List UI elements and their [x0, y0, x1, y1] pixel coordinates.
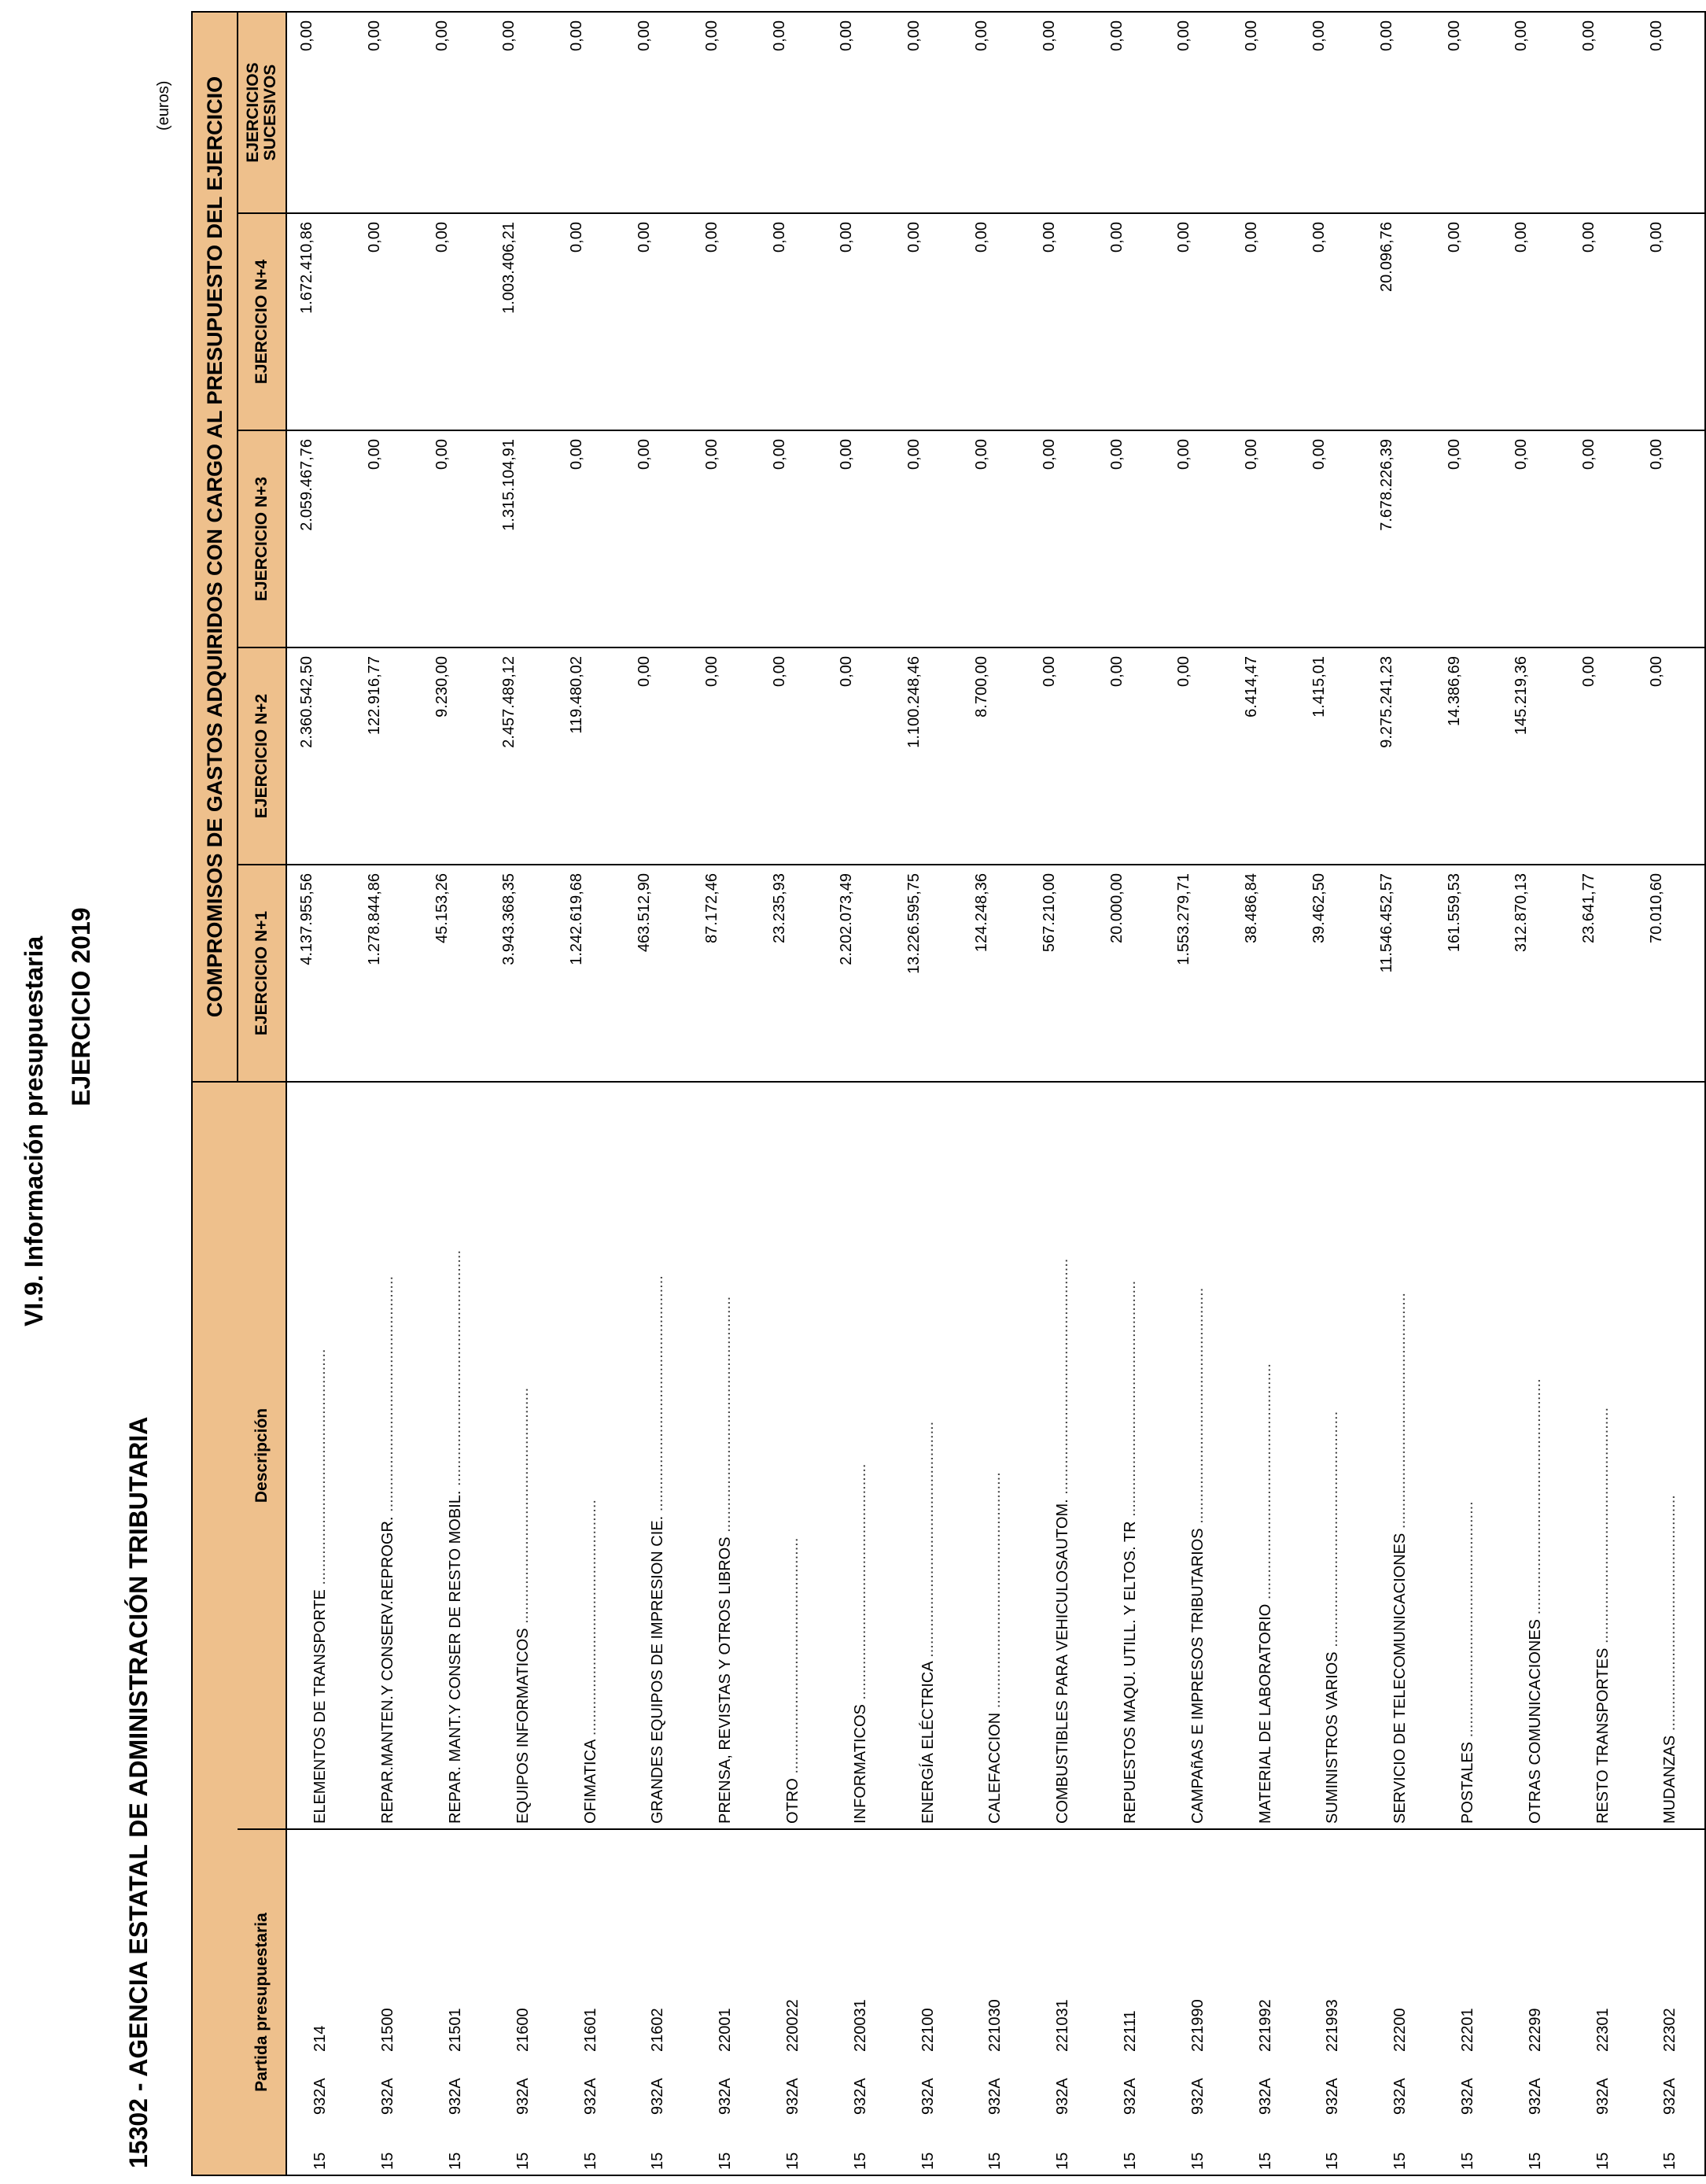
program-code: 932A: [1526, 2078, 1544, 2115]
description-text: CAMPAñAS E IMPRESOS TRIBUTARIOS .....: [1189, 1288, 1207, 1824]
organic-code: 15: [311, 2152, 330, 2170]
description-cell: [1299, 1082, 1367, 1829]
n4-cell: 0,00: [1164, 213, 1232, 430]
n4-cell: 0,00: [827, 213, 894, 430]
description-text: MUDANZAS .....: [1661, 1495, 1678, 1824]
table-row: [557, 12, 625, 2175]
economic-code: 22001: [717, 2008, 735, 2052]
n4-cell: 0,00: [962, 213, 1030, 430]
partida-cell: [489, 1829, 557, 2175]
economic-code: 221990: [1188, 1999, 1207, 2052]
economic-code: 21500: [379, 2008, 397, 2052]
n2-cell: 9.230,00: [422, 647, 490, 865]
n3-cell: 0,00: [1502, 430, 1569, 647]
sucesivos-cell: 0,00: [760, 12, 827, 213]
economic-code: 22301: [1594, 2008, 1612, 2052]
sucesivos-cell: 0,00: [1502, 12, 1569, 213]
organic-code: 15: [1188, 2152, 1207, 2170]
n4-cell: 0,00: [1435, 213, 1502, 430]
partida-cell: [625, 1829, 692, 2175]
n3-cell: 0,00: [557, 430, 625, 647]
description-cell: [1030, 1082, 1097, 1829]
organic-code: 15: [1391, 2152, 1409, 2170]
table-row: [894, 12, 962, 2175]
program-code: 932A: [446, 2078, 464, 2115]
description-cell: [1097, 1082, 1165, 1829]
n4-cell: 1.003.406,21: [489, 213, 557, 430]
description-text: INFORMATICOS .....: [852, 1464, 869, 1824]
description-text: SUMINISTROS VARIOS .....: [1324, 1411, 1341, 1824]
partida-cell: [422, 1829, 490, 2175]
table-row: [1435, 12, 1502, 2175]
n1-cell: 20.000,00: [1097, 865, 1165, 1082]
n1-cell: 13.226.595,75: [894, 865, 962, 1082]
economic-code: 220031: [851, 1999, 869, 2052]
n4-cell: 0,00: [422, 213, 490, 430]
organic-code: 15: [851, 2152, 869, 2170]
description-cell: [422, 1082, 490, 1829]
col-header-descripcion: Descripción: [238, 1082, 286, 1829]
program-code: 932A: [1121, 2078, 1139, 2115]
table-row: [1097, 12, 1165, 2175]
n2-cell: 122.916,77: [355, 647, 422, 865]
program-code: 932A: [581, 2078, 599, 2115]
economic-code: 22111: [1121, 2010, 1139, 2052]
n1-cell: 3.943.368,35: [489, 865, 557, 1082]
exercise-title: EJERCICIO 2019: [67, 907, 95, 1106]
n2-cell: 0,00: [827, 647, 894, 865]
economic-code: 221992: [1256, 1999, 1274, 2052]
partida-cell: [962, 1829, 1030, 2175]
program-code: 932A: [717, 2078, 735, 2115]
table-row: [1367, 12, 1435, 2175]
n1-cell: 39.462,50: [1299, 865, 1367, 1082]
table-row: [692, 12, 760, 2175]
economic-code: 21501: [446, 2008, 464, 2052]
table-row: [1232, 12, 1299, 2175]
partida-cell: [286, 1829, 355, 2175]
organic-code: 15: [1594, 2152, 1612, 2170]
n3-cell: 1.315.104,91: [489, 430, 557, 647]
sucesivos-cell: 0,00: [1299, 12, 1367, 213]
sucesivos-cell: 0,00: [1097, 12, 1165, 213]
organic-code: 15: [1054, 2152, 1072, 2170]
program-code: 932A: [1594, 2078, 1612, 2115]
organic-code: 15: [581, 2152, 599, 2170]
description-cell: [1502, 1082, 1569, 1829]
n2-cell: 0,00: [1030, 647, 1097, 865]
organic-code: 15: [1256, 2152, 1274, 2170]
n4-cell: 0,00: [1030, 213, 1097, 430]
n4-cell: 0,00: [355, 213, 422, 430]
n1-cell: 124.248,36: [962, 865, 1030, 1082]
n4-cell: 0,00: [1502, 213, 1569, 430]
col-header-n3: EJERCICIO N+3: [238, 430, 286, 647]
description-text: ENERGÍA ELÉCTRICA .....: [919, 1422, 937, 1824]
n1-cell: 1.553.279,71: [1164, 865, 1232, 1082]
n4-cell: 0,00: [625, 213, 692, 430]
table-row: [1502, 12, 1569, 2175]
description-cell: [1435, 1082, 1502, 1829]
description-text: REPAR. MANT.Y CONSER DE RESTO MOBIL. .....: [447, 1250, 464, 1824]
entity-title: 15302 - AGENCIA ESTATAL DE ADMINISTRACIÓN TRIBUTARIA: [124, 1416, 153, 2168]
description-text: OTRO .....: [784, 1538, 801, 1824]
economic-code: 221031: [1054, 1999, 1072, 2052]
n3-cell: 0,00: [625, 430, 692, 647]
col-header-n1: EJERCICIO N+1: [238, 865, 286, 1082]
n3-cell: 0,00: [1030, 430, 1097, 647]
n1-cell: 1.242.619,68: [557, 865, 625, 1082]
header-blank: [192, 1082, 238, 2175]
partida-cell: [1164, 1829, 1232, 2175]
economic-code: 22299: [1526, 2008, 1544, 2052]
economic-code: 21602: [649, 2008, 667, 2052]
partida-cell: [1097, 1829, 1165, 2175]
sucesivos-cell: 0,00: [355, 12, 422, 213]
n2-cell: 2.360.542,50: [286, 647, 355, 865]
n2-cell: 145.219,36: [1502, 647, 1569, 865]
table-row: [422, 12, 490, 2175]
organic-code: 15: [717, 2152, 735, 2170]
n1-cell: 567.210,00: [1030, 865, 1097, 1082]
n2-cell: 0,00: [1097, 647, 1165, 865]
program-code: 932A: [1324, 2078, 1342, 2115]
description-cell: [894, 1082, 962, 1829]
n4-cell: 0,00: [1299, 213, 1367, 430]
n1-cell: 23.235,93: [760, 865, 827, 1082]
partida-cell: [827, 1829, 894, 2175]
n1-cell: 23.641,77: [1569, 865, 1637, 1082]
partida-cell: [1502, 1829, 1569, 2175]
n2-cell: 1.415,01: [1299, 647, 1367, 865]
units-label: (euros): [155, 80, 172, 131]
economic-code: 21601: [581, 2008, 599, 2052]
description-cell: [286, 1082, 355, 1829]
partida-cell: [894, 1829, 962, 2175]
description-text: OTRAS COMUNICACIONES .....: [1527, 1378, 1544, 1824]
description-text: POSTALES .....: [1459, 1501, 1476, 1824]
organic-code: 15: [1458, 2152, 1476, 2170]
economic-code: 21600: [514, 2008, 532, 2052]
n3-cell: 0,00: [692, 430, 760, 647]
n4-cell: 0,00: [1569, 213, 1637, 430]
description-text: PRENSA, REVISTAS Y OTROS LIBROS .....: [717, 1297, 734, 1824]
description-text: REPUESTOS MAQU. UTILL. Y ELTOS. TR .....: [1122, 1281, 1139, 1824]
n2-cell: 0,00: [760, 647, 827, 865]
n3-cell: 0,00: [760, 430, 827, 647]
n1-cell: 70.010,60: [1637, 865, 1705, 1082]
program-code: 932A: [311, 2078, 330, 2115]
organic-code: 15: [446, 2152, 464, 2170]
n2-cell: 0,00: [1637, 647, 1705, 865]
sucesivos-cell: 0,00: [827, 12, 894, 213]
description-text: MATERIAL DE LABORATORIO .....: [1257, 1363, 1274, 1824]
program-code: 932A: [783, 2078, 801, 2115]
description-text: CALEFACCION .....: [986, 1472, 1004, 1824]
description-text: ELEMENTOS DE TRANSPORTE .....: [311, 1349, 329, 1824]
sucesivos-cell: 0,00: [894, 12, 962, 213]
sucesivos-cell: 0,00: [1367, 12, 1435, 213]
group-header: COMPROMISOS DE GASTOS ADQUIRIDOS CON CARGO AL PRESUPUESTO DEL EJERCICIO: [192, 12, 238, 1082]
description-cell: [1569, 1082, 1637, 1829]
organic-code: 15: [1661, 2152, 1679, 2170]
description-cell: [827, 1082, 894, 1829]
n4-cell: 0,00: [557, 213, 625, 430]
n1-cell: 38.486,84: [1232, 865, 1299, 1082]
description-cell: [1637, 1082, 1705, 1829]
n2-cell: 14.386,69: [1435, 647, 1502, 865]
table-row: [286, 12, 355, 2175]
n2-cell: 8.700,00: [962, 647, 1030, 865]
n3-cell: 0,00: [1569, 430, 1637, 647]
col-header-n4: EJERCICIO N+4: [238, 213, 286, 430]
table-row: [1030, 12, 1097, 2175]
description-text: GRANDES EQUIPOS DE IMPRESION CIE. .....: [649, 1275, 666, 1824]
description-text: EQUIPOS INFORMATICOS .....: [514, 1388, 532, 1824]
sucesivos-cell: 0,00: [1164, 12, 1232, 213]
n2-cell: 1.100.248,46: [894, 647, 962, 865]
n2-cell: 0,00: [625, 647, 692, 865]
sucesivos-cell: 0,00: [489, 12, 557, 213]
n2-cell: 0,00: [1569, 647, 1637, 865]
partida-cell: [1569, 1829, 1637, 2175]
n2-cell: 6.414,47: [1232, 647, 1299, 865]
partida-cell: [1435, 1829, 1502, 2175]
n3-cell: 0,00: [827, 430, 894, 647]
description-cell: [962, 1082, 1030, 1829]
program-code: 932A: [1054, 2078, 1072, 2115]
description-cell: [355, 1082, 422, 1829]
economic-code: 221993: [1324, 1999, 1342, 2052]
organic-code: 15: [986, 2152, 1004, 2170]
organic-code: 15: [919, 2152, 937, 2170]
sucesivos-cell: 0,00: [1637, 12, 1705, 213]
organic-code: 15: [649, 2152, 667, 2170]
program-code: 932A: [1458, 2078, 1476, 2115]
n2-cell: 9.275.241,23: [1367, 647, 1435, 865]
table-row: [625, 12, 692, 2175]
n3-cell: 0,00: [962, 430, 1030, 647]
n3-cell: 7.678.226,39: [1367, 430, 1435, 647]
n4-cell: 0,00: [1637, 213, 1705, 430]
economic-code: 22201: [1458, 2008, 1476, 2052]
n1-cell: 312.870,13: [1502, 865, 1569, 1082]
table-row: [760, 12, 827, 2175]
sucesivos-cell: 0,00: [1569, 12, 1637, 213]
col-header-n2: EJERCICIO N+2: [238, 647, 286, 865]
sucesivos-cell: 0,00: [1030, 12, 1097, 213]
partida-cell: [355, 1829, 422, 2175]
economic-code: 221030: [986, 1999, 1004, 2052]
program-code: 932A: [851, 2078, 869, 2115]
partida-cell: [1232, 1829, 1299, 2175]
n3-cell: 0,00: [1435, 430, 1502, 647]
organic-code: 15: [514, 2152, 532, 2170]
partida-cell: [1637, 1829, 1705, 2175]
partida-cell: [557, 1829, 625, 2175]
n3-cell: 0,00: [355, 430, 422, 647]
description-cell: [489, 1082, 557, 1829]
description-cell: [692, 1082, 760, 1829]
table-row: [355, 12, 422, 2175]
n1-cell: 4.137.955,56: [286, 865, 355, 1082]
description-cell: [1367, 1082, 1435, 1829]
partida-cell: [1299, 1829, 1367, 2175]
table-row: [1637, 12, 1705, 2175]
economic-code: 22100: [919, 2008, 937, 2052]
table-row: [1164, 12, 1232, 2175]
program-code: 932A: [649, 2078, 667, 2115]
program-code: 932A: [1256, 2078, 1274, 2115]
n1-cell: 2.202.073,49: [827, 865, 894, 1082]
n3-cell: 0,00: [1164, 430, 1232, 647]
n4-cell: 0,00: [692, 213, 760, 430]
organic-code: 15: [1324, 2152, 1342, 2170]
n2-cell: 2.457.489,12: [489, 647, 557, 865]
n4-cell: 0,00: [1232, 213, 1299, 430]
description-text: REPAR.MANTEN.Y CONSERV.REPROGR. .....: [379, 1276, 396, 1824]
n2-cell: 0,00: [1164, 647, 1232, 865]
table-row: [1569, 12, 1637, 2175]
table-row: [962, 12, 1030, 2175]
program-code: 932A: [1391, 2078, 1409, 2115]
organic-code: 15: [1121, 2152, 1139, 2170]
partida-cell: [1367, 1829, 1435, 2175]
section-title: VI.9. Información presupuestaria: [20, 935, 48, 1326]
n1-cell: 463.512,90: [625, 865, 692, 1082]
n1-cell: 11.546.452,57: [1367, 865, 1435, 1082]
sucesivos-cell: 0,00: [286, 12, 355, 213]
sucesivos-cell: 0,00: [1435, 12, 1502, 213]
program-code: 932A: [1661, 2078, 1679, 2115]
n3-cell: 0,00: [422, 430, 490, 647]
n1-cell: 1.278.844,86: [355, 865, 422, 1082]
sucesivos-cell: 0,00: [422, 12, 490, 213]
description-text: COMBUSTIBLES PARA VEHICULOSAUTOM. .....: [1054, 1259, 1071, 1824]
economic-code: 22200: [1391, 2008, 1409, 2052]
n4-cell: 1.672.410,86: [286, 213, 355, 430]
sucesivos-cell: 0,00: [625, 12, 692, 213]
program-code: 932A: [514, 2078, 532, 2115]
economic-code: 214: [311, 2025, 330, 2052]
program-code: 932A: [1188, 2078, 1207, 2115]
sucesivos-cell: 0,00: [557, 12, 625, 213]
description-cell: [557, 1082, 625, 1829]
organic-code: 15: [1526, 2152, 1544, 2170]
partida-cell: [692, 1829, 760, 2175]
program-code: 932A: [919, 2078, 937, 2115]
partida-cell: [760, 1829, 827, 2175]
n2-cell: 119.480,02: [557, 647, 625, 865]
organic-code: 15: [783, 2152, 801, 2170]
n1-cell: 87.172,46: [692, 865, 760, 1082]
description-text: OFIMATICA .....: [582, 1500, 599, 1824]
col-header-partida: Partida presupuestaria: [238, 1829, 286, 2175]
sucesivos-cell: 0,00: [962, 12, 1030, 213]
table-row: [827, 12, 894, 2175]
table-body: [286, 12, 1705, 2175]
description-cell: [625, 1082, 692, 1829]
commitments-table: [191, 11, 1706, 2176]
n3-cell: 0,00: [894, 430, 962, 647]
table-row: [489, 12, 557, 2175]
n4-cell: 20.096,76: [1367, 213, 1435, 430]
n4-cell: 0,00: [1097, 213, 1165, 430]
organic-code: 15: [379, 2152, 397, 2170]
n3-cell: 0,00: [1637, 430, 1705, 647]
sucesivos-cell: 0,00: [1232, 12, 1299, 213]
col-header-sucesivos: EJERCICIOS SUCESIVOS: [238, 12, 286, 213]
n1-cell: 161.559,53: [1435, 865, 1502, 1082]
economic-code: 220022: [783, 1999, 801, 2052]
table-row: [1299, 12, 1367, 2175]
n3-cell: 2.059.467,76: [286, 430, 355, 647]
n3-cell: 0,00: [1097, 430, 1165, 647]
description-cell: [1232, 1082, 1299, 1829]
program-code: 932A: [986, 2078, 1004, 2115]
n4-cell: 0,00: [894, 213, 962, 430]
n2-cell: 0,00: [692, 647, 760, 865]
partida-cell: [1030, 1829, 1097, 2175]
n4-cell: 0,00: [760, 213, 827, 430]
description-cell: [1164, 1082, 1232, 1829]
description-text: SERVICIO DE TELECOMUNICACIONES .....: [1391, 1293, 1409, 1824]
n3-cell: 0,00: [1299, 430, 1367, 647]
n3-cell: 0,00: [1232, 430, 1299, 647]
program-code: 932A: [379, 2078, 397, 2115]
economic-code: 22302: [1661, 2008, 1679, 2052]
description-cell: [760, 1082, 827, 1829]
n1-cell: 45.153,26: [422, 865, 490, 1082]
sucesivos-cell: 0,00: [692, 12, 760, 213]
description-text: RESTO TRANSPORTES .....: [1594, 1407, 1612, 1824]
